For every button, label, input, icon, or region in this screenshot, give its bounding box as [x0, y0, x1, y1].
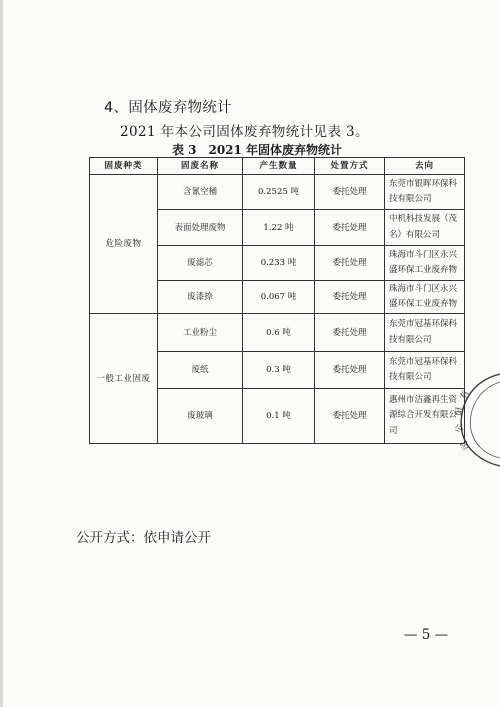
- company-seal-stamp: [454, 370, 500, 470]
- waste-destination: 惠州市洁鑫再生资源综合开发有限公司: [385, 389, 465, 444]
- intro-paragraph: 2021 年本公司固体废弃物统计见表 3。: [120, 124, 369, 140]
- waste-name: 表面处理废物: [158, 210, 243, 246]
- waste-disposal: 委托处理: [315, 246, 385, 281]
- waste-quantity: 0.1 吨: [243, 389, 315, 444]
- svg-text:公: 公: [454, 422, 466, 434]
- waste-quantity: 0.6 吨: [243, 314, 315, 352]
- table-row: [90, 314, 465, 352]
- waste-name: 废纸: [158, 352, 243, 389]
- table-header-row: [90, 158, 465, 175]
- waste-name: 废漆捺: [158, 281, 243, 314]
- waste-quantity: 0.3 吨: [243, 352, 315, 389]
- svg-text:限: 限: [455, 406, 466, 417]
- page-edge: [0, 0, 3, 707]
- waste-quantity: 0.067 吨: [243, 281, 315, 314]
- waste-destination: 珠海市斗门区永兴盛环保工业废弃物: [385, 281, 465, 314]
- waste-name: 含氰空桶: [158, 175, 243, 210]
- header-disposal: 处置方式: [315, 158, 385, 175]
- waste-disposal: 委托处理: [315, 314, 385, 352]
- disclosure-method: 公开方式：依申请公开: [76, 530, 211, 546]
- waste-disposal: 委托处理: [315, 210, 385, 246]
- category-cell: 一般工业固废: [90, 314, 158, 444]
- waste-destination: 中机科技发展（茂名）有限公司: [385, 210, 465, 246]
- page-number: — 5 —: [404, 627, 449, 643]
- waste-destination: 东莞市冠基环保科技有限公司: [385, 352, 465, 389]
- waste-disposal: 委托处理: [315, 175, 385, 210]
- waste-quantity: 1.22 吨: [243, 210, 315, 246]
- header-name: 固废名称: [158, 158, 243, 175]
- category-cell: 危险废物: [90, 175, 158, 314]
- waste-name: 工业粉尘: [158, 314, 243, 352]
- waste-destination: 东莞市冠基环保科技有限公司: [385, 314, 465, 352]
- waste-name: 废滤芯: [158, 246, 243, 281]
- header-destination: 去向: [385, 158, 465, 175]
- waste-destination: 珠海市斗门区永兴盛环保工业废弃物: [385, 246, 465, 281]
- table-caption: 表 3 2021 年固体废弃物统计: [171, 143, 343, 157]
- svg-text:司: 司: [459, 438, 473, 452]
- waste-statistics-table: [89, 157, 465, 444]
- header-quantity: 产生数量: [243, 158, 315, 175]
- waste-disposal: 委托处理: [315, 352, 385, 389]
- waste-disposal: 委托处理: [315, 281, 385, 314]
- svg-text:有: 有: [459, 389, 472, 402]
- waste-destination: 东莞市银晖环保科技有限公司: [385, 175, 465, 210]
- waste-quantity: 0.2525 吨: [243, 175, 315, 210]
- waste-disposal: 委托处理: [315, 389, 385, 444]
- header-category: 固废种类: [90, 158, 158, 175]
- waste-name: 废玻璃: [158, 389, 243, 444]
- table-row: [90, 175, 465, 210]
- waste-quantity: 0.233 吨: [243, 246, 315, 281]
- section-title: 4、固体废弃物统计: [104, 100, 232, 116]
